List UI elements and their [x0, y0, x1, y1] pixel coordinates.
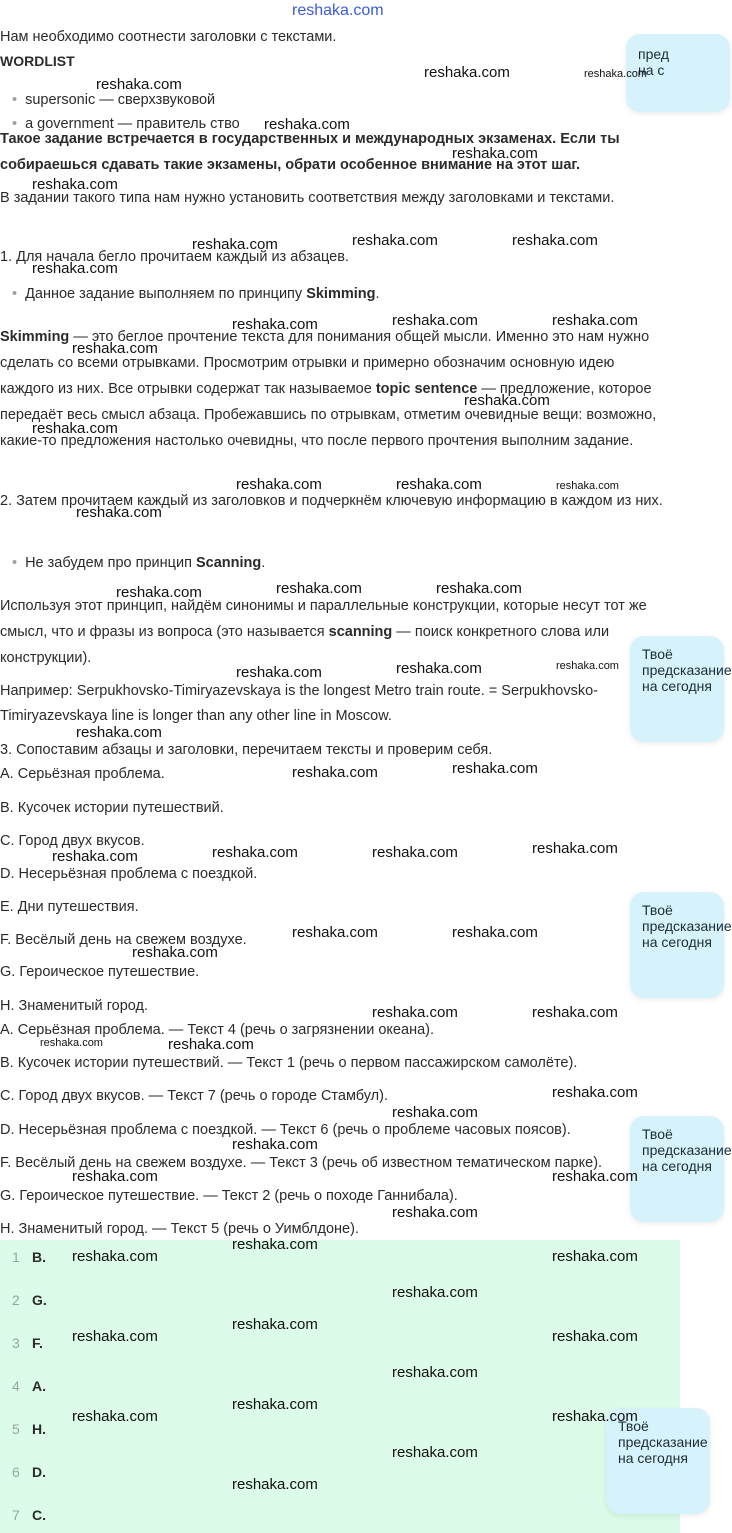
watermark: reshaka.com	[132, 944, 218, 961]
text: Данное задание выполняем по принципу	[25, 286, 307, 302]
watermark: reshaka.com	[552, 1408, 638, 1425]
heading-item: D. Несерьёзная проблема с поездкой.	[0, 866, 258, 882]
heading-item: F. Весёлый день на свежем воздухе.	[0, 932, 247, 948]
step-1: 1. Для начала бегло прочитаем каждый из абзацев.	[0, 249, 349, 265]
watermark: reshaka.com	[264, 116, 350, 133]
answer-number: 7	[12, 1507, 20, 1523]
watermark: reshaka.com	[192, 236, 278, 253]
answer-number: 4	[12, 1378, 20, 1394]
text: .	[261, 555, 266, 571]
text: — это беглое прочтение текста для понимания общей мысли. Именно это нам нужно сделать со всеми отрывками. Просмотрим отрывки и примерно обозначим основную идею каждого из них. Все отрывки содержат так называемое	[0, 329, 650, 397]
bubble-line: предсказание	[642, 918, 732, 934]
match-item: G. Героическое путешествие. — Текст 2 (речь о походе Ганнибала).	[0, 1188, 458, 1204]
term-scanning: Scanning	[195, 555, 262, 571]
watermark: reshaka.com	[392, 1104, 478, 1121]
watermark: reshaka.com	[72, 1168, 158, 1185]
watermark: reshaka.com	[452, 760, 538, 777]
watermark: reshaka.com	[232, 1236, 318, 1253]
watermark: reshaka.com	[76, 504, 162, 521]
answer-number: 3	[12, 1335, 20, 1351]
answer-number: 5	[12, 1421, 20, 1437]
watermark: reshaka.com	[116, 584, 202, 601]
watermark: reshaka.com	[72, 1248, 158, 1265]
watermark: reshaka.com	[372, 1004, 458, 1021]
example-line: Например: Serpukhovsko-Timiryazevskaya is the longest Metro train route. = Serpukhovsko-	[0, 683, 598, 699]
answer-number: 6	[12, 1464, 20, 1480]
heading-item: H. Знаменитый город.	[0, 998, 149, 1014]
heading-item: E. Дни путешествия.	[0, 899, 139, 915]
watermark: reshaka.com	[552, 1084, 638, 1101]
skimming-bullet	[12, 281, 380, 307]
answer-number: 1	[12, 1249, 20, 1265]
watermark: reshaka.com	[452, 924, 538, 941]
bubble-line: на сегодня	[642, 678, 712, 694]
bubble-line: на сегодня	[642, 1158, 712, 1174]
answer-value: G.	[32, 1292, 47, 1308]
watermark: reshaka.com	[464, 392, 550, 409]
example-line: Timiryazevskaya line is longer than any other line in Moscow.	[0, 708, 392, 724]
watermark: reshaka.com	[72, 1408, 158, 1425]
answer-row	[0, 1507, 680, 1531]
answer-row	[0, 1464, 680, 1488]
watermark: reshaka.com	[392, 1284, 478, 1301]
heading-item: G. Героическое путешествие.	[0, 964, 200, 980]
watermark: reshaka.com	[392, 312, 478, 329]
watermark: reshaka.com	[76, 724, 162, 741]
bubble-line: пред	[638, 46, 670, 62]
heading-item: B. Кусочек истории путешествий.	[0, 800, 224, 816]
term-topic-sentence: topic sentence	[375, 381, 478, 397]
watermark: reshaka.com	[552, 1168, 638, 1185]
bubble-line: Твоё	[618, 1418, 649, 1434]
watermark: reshaka.com	[436, 580, 522, 597]
text: — предложение, которое передаёт весь смысл абзаца. Пробежавшись по отрывкам, отметим очевидные вещи: возможно, какие-то предложения настолько очевидны, что после первого прочтения выполним задание.	[0, 381, 657, 449]
watermark: reshaka.com	[72, 1328, 158, 1345]
watermark: reshaka.com	[40, 1037, 103, 1049]
watermark: reshaka.com	[32, 420, 118, 437]
watermark: reshaka.com	[72, 340, 158, 357]
watermark: reshaka.com	[556, 480, 619, 492]
bubble-line: Твоё	[642, 902, 673, 918]
watermark: reshaka.com	[552, 1248, 638, 1265]
watermark: reshaka.com	[32, 176, 118, 193]
prediction-bubble[interactable]	[630, 636, 732, 742]
wordlist-item: • a government — правитель ство	[12, 111, 240, 125]
watermark: reshaka.com	[556, 660, 619, 672]
task-explanation: В задании такого типа нам нужно установить соответствия между заголовками и текстами.	[0, 190, 615, 206]
watermark: reshaka.com	[396, 660, 482, 677]
match-item: F. Весёлый день на свежем воздухе. — Текст 3 (речь об известном тематическом парке).	[0, 1155, 603, 1171]
watermark: reshaka.com	[212, 844, 298, 861]
prediction-bubble[interactable]	[630, 1116, 732, 1222]
answer-value: A.	[32, 1378, 46, 1394]
watermark: reshaka.com	[232, 316, 318, 333]
watermark: reshaka.com	[292, 764, 378, 781]
watermark: reshaka.com	[552, 312, 638, 329]
text: — поиск конкретного слова или конструкции).	[0, 624, 610, 666]
watermark: reshaka.com	[32, 260, 118, 277]
bubble-line: Твоё	[642, 1126, 673, 1142]
bubble-line: предсказание	[618, 1434, 708, 1450]
watermark: reshaka.com	[236, 476, 322, 493]
watermark: reshaka.com	[232, 1476, 318, 1493]
match-item: B. Кусочек истории путешествий. — Текст 1 (речь о первом пассажирском самолёте).	[0, 1055, 578, 1071]
match-item: H. Знаменитый город. — Текст 5 (речь о Уимблдоне).	[0, 1221, 359, 1237]
prediction-bubble[interactable]	[630, 892, 732, 998]
watermark: reshaka.com	[96, 76, 182, 93]
watermark: reshaka.com	[392, 1204, 478, 1221]
match-item: D. Несерьёзная проблема с поездкой. — Текст 6 (речь о проблеме часовых поясов).	[0, 1122, 571, 1138]
bubble-line: Твоё	[642, 646, 673, 662]
watermark: reshaka.com	[292, 924, 378, 941]
heading-item: C. Город двух вкусов.	[0, 833, 145, 849]
bubble-line: на сегодня	[642, 934, 712, 950]
bubble-line: на с	[638, 62, 665, 78]
match-item: C. Город двух вкусов. — Текст 7 (речь о городе Стамбул).	[0, 1088, 388, 1104]
watermark: reshaka.com	[52, 848, 138, 865]
answer-row	[0, 1378, 680, 1402]
watermark: reshaka.com	[232, 1316, 318, 1333]
text: Используя этот принцип, найдём синонимы и параллельные конструкции, которые несут тот же смысл, что и фразы из вопроса (это называется	[0, 598, 647, 640]
bubble-line: предсказание	[642, 662, 732, 678]
wordlist-title: WORDLIST	[0, 53, 75, 69]
answer-value: C.	[32, 1507, 46, 1523]
answer-value: D.	[32, 1464, 46, 1480]
watermark: reshaka.com	[276, 580, 362, 597]
site-link[interactable]: reshaka.com	[292, 2, 384, 19]
term-scanning: scanning	[328, 624, 393, 640]
bubble-line: предсказание	[642, 1142, 732, 1158]
answer-value: B.	[32, 1249, 46, 1265]
watermark: reshaka.com	[452, 145, 538, 162]
watermark: reshaka.com	[532, 840, 618, 857]
wordlist-item: • supersonic — сверхзвуковой	[12, 87, 215, 113]
text: .	[375, 286, 380, 302]
watermark: reshaka.com	[232, 1136, 318, 1153]
watermark: reshaka.com	[552, 1328, 638, 1345]
watermark: reshaka.com	[424, 64, 510, 81]
match-item: A. Серьёзная проблема. — Текст 4 (речь о загрязнении океана).	[0, 1022, 434, 1038]
watermark: reshaka.com	[512, 232, 598, 249]
exam-note: Такое задание встречается в государственных и международных экзаменах. Если ты собираешься сдавать такие экзамены, обрати особенное внимание на этот шаг.	[0, 131, 620, 173]
watermark: reshaka.com	[392, 1444, 478, 1461]
term-skimming: Skimming	[0, 329, 70, 345]
watermark: reshaka.com	[584, 68, 647, 80]
watermark: reshaka.com	[232, 1396, 318, 1413]
intro-text: Нам необходимо соотнести заголовки с текстами.	[0, 29, 337, 45]
scanning-bullet	[12, 550, 265, 576]
term-skimming: Skimming	[306, 286, 376, 302]
heading-item: A. Серьёзная проблема.	[0, 766, 165, 782]
answers-block	[0, 1240, 680, 1533]
watermark: reshaka.com	[392, 1364, 478, 1381]
step-2: 2. Затем прочитаем каждый из заголовков и подчеркнём ключевую информацию в каждом из них.	[0, 493, 663, 509]
watermark: reshaka.com	[236, 664, 322, 681]
watermark: reshaka.com	[396, 476, 482, 493]
bubble-line: на сегодня	[618, 1450, 688, 1466]
answer-number: 2	[12, 1292, 20, 1308]
watermark: reshaka.com	[352, 232, 438, 249]
watermark: reshaka.com	[372, 844, 458, 861]
watermark: reshaka.com	[168, 1036, 254, 1053]
answer-value: F.	[32, 1335, 43, 1351]
watermark: reshaka.com	[532, 1004, 618, 1021]
answer-row	[0, 1292, 680, 1316]
step-3: 3. Сопоставим абзацы и заголовки, перечитаем тексты и проверим себя.	[0, 742, 493, 758]
answer-value: H.	[32, 1421, 46, 1437]
text: Не забудем про принцип	[25, 555, 196, 571]
